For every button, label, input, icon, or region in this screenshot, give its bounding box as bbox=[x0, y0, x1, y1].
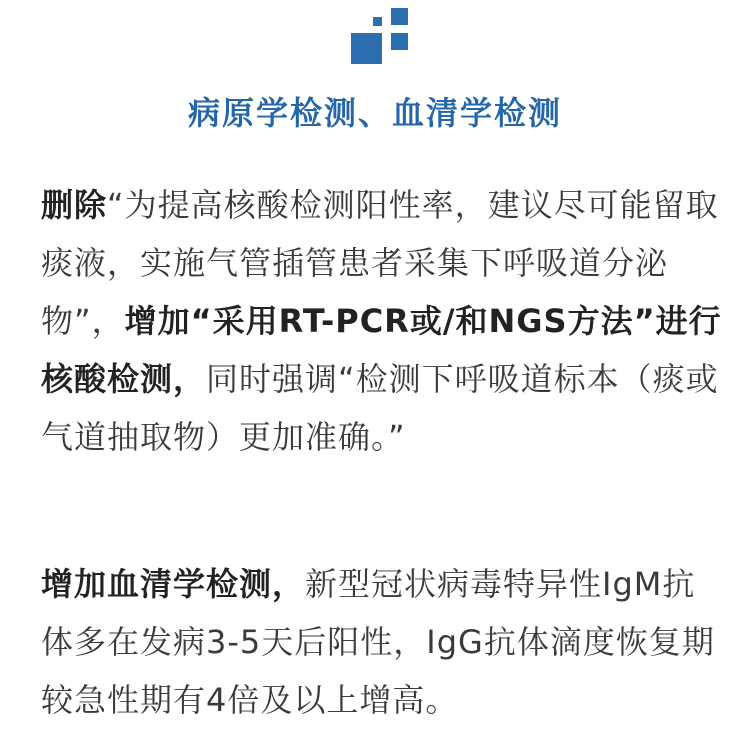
paragraph1-line-3-text: 物”， bbox=[41, 302, 125, 340]
paragraph2-line-2 bbox=[41, 613, 713, 671]
logo-square-top-right bbox=[391, 8, 408, 25]
delete-label: 删除 bbox=[41, 186, 108, 224]
paragraph-pathogen-testing bbox=[41, 176, 722, 466]
paragraph2-line-1 bbox=[41, 555, 713, 613]
paragraph1-line-2 bbox=[41, 234, 713, 292]
paragraph1-line-4 bbox=[41, 350, 719, 408]
logo-square-large bbox=[351, 33, 382, 64]
paragraph1-line-1 bbox=[41, 176, 719, 234]
logo-square-small-top bbox=[373, 17, 382, 26]
section-title: 病原学检测、血清学检测 bbox=[187, 94, 562, 132]
paragraph1-line-3 bbox=[41, 292, 722, 350]
paragraph1-line-5-text: 气道抽取物）更加准确。” bbox=[41, 418, 406, 456]
paragraph-serology-testing bbox=[41, 555, 713, 729]
paragraph2-line-2-text: 体多在发病3-5天后阳性，IgG抗体滴度恢复期 bbox=[41, 623, 715, 661]
add-serology-label: 增加血清学检测， bbox=[41, 565, 306, 603]
paragraph2-line-3-text: 较急性期有4倍及以上增高。 bbox=[41, 681, 459, 719]
paragraph2-line-1-text: 新型冠状病毒特异性IgM抗 bbox=[305, 565, 696, 603]
add-method-label: 增加“采用RT-PCR或/和NGS方法”进行 bbox=[124, 302, 722, 340]
logo-icon bbox=[351, 8, 409, 64]
paragraph1-line-2-text: 痰液，实施气管插管患者采集下呼吸道分泌 bbox=[41, 244, 669, 282]
paragraph1-line-5 bbox=[41, 408, 713, 466]
logo-square-right bbox=[391, 33, 408, 50]
nucleic-acid-label: 核酸检测， bbox=[41, 360, 207, 398]
paragraph1-line-4-text: 同时强调“检测下呼吸道标本（痰或 bbox=[206, 360, 719, 398]
paragraph2-line-3 bbox=[41, 671, 713, 729]
paragraph1-line-1-text: “为提高核酸检测阳性率，建议尽可能留取 bbox=[107, 186, 719, 224]
